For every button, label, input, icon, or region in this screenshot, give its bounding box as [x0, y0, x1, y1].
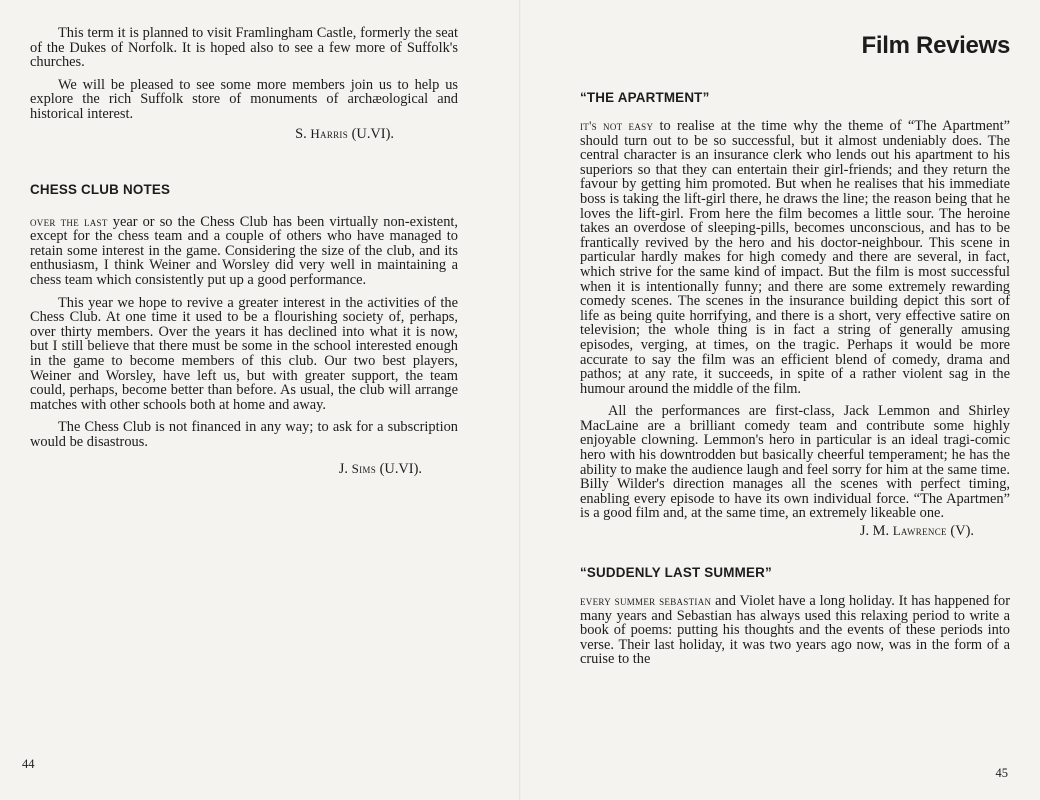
signature-sims: J. Sims (U.VI). [338, 461, 422, 478]
archaeology-notes [30, 26, 458, 142]
chess-club-heading: CHESS CLUB NOTES [30, 181, 171, 197]
suddenly-review [580, 594, 1010, 667]
apartment-review [580, 119, 1010, 539]
suddenly-review-heading: “SUDDENLY LAST SUMMER” [580, 565, 772, 581]
intro-paragraph: This term it is planned to visit Framlingham Castle, formerly the seat of the Dukes of Norfolk. It is hoped also to see a few more of Suffolk's churches. [30, 25, 458, 71]
chess-paragraph-3: The Chess Club is not financed in any way; to ask for a subscription would be disastrous. [30, 419, 458, 450]
chess-club-notes [30, 215, 458, 478]
chess-paragraph-1: over the last year or so the Chess Club has been virtually non-existent, except for the chess team and a couple of others who have managed to retain some interest in the game. Considering the size of the club, and its enthusiasm, I think Weiner and Worsley did very well in maintaining a chess team which consistently put up a good performance. [30, 213, 458, 288]
apartment-review-heading: “THE APARTMENT” [580, 90, 710, 105]
page-number-left: 44 [22, 757, 35, 771]
apartment-paragraph-1: it's not easy to realise at the time why the theme of “The Apartment” should turn out to be so successful, but it almost undeniably does. The central character is an insurance clerk who lends out his apartment to his superiors so that they can entertain their girl-friends; and they return the favour by getting him promoted. But when he realises that his immediate boss is taking the lift-girl there, he draws the line; the reason being that he loves the lift-girl. From here the film becomes a little sour. The heroine takes an overdose of sleeping-pills, becomes unconscious, and has to be frantically revived by the hero and his doctor-neighbour. This scene in particular hardly makes for high comedy and there are several, in fact, which strive for the same kind of impact. But the film is most successful when it is intentionally funny; and there are some extremely rewarding comedy scenes. The scenes in the insurance building depict this sort of life as being quite horrifying, and there is a short, very effective satire on television; the whole thing is in fact a string of generally amusing episodes, verging, at times, on the tragic. Perhaps it would be more accurate to say the film was an efficient blend of comedy, drama and pathos; at any rate, it succeeds, in spite of a rather violent sag in the humour around the middle of the film. [580, 118, 1010, 397]
suddenly-paragraph-1: every summer sebastian and Violet have a long holiday. It has happened for many years and Sebastian has always used this relaxing period to write a book of poems: putting his thoughts and the events of these periods into verse. Their last holiday, it was two years ago now, was in the form of a cruise to the [580, 593, 1010, 668]
right-page [520, 0, 1040, 800]
page-title: Film Reviews [861, 32, 1010, 59]
intro-paragraph: We will be pleased to see some more members join us to help us explore the rich Suffolk store of monuments of archæological and historical interest. [30, 76, 458, 122]
signature-harris: S. Harris (U.VI). [295, 125, 394, 142]
signature-lawrence: J. M. Lawrence (V). [859, 523, 974, 540]
chess-paragraph-2: This year we hope to revive a greater interest in the activities of the Chess Club. At one time it used to be a flourishing society of, perhaps, over thirty members. Over the years it has declined into what it is now, but I still believe that there must be some in the school interested enough in the game to become members of this club. Our two best players, Weiner and Worsley, have left us, but with greater support, the team could, perhaps, become better than before. As usual, the club will arrange matches with other schools both at home and away. [30, 294, 458, 413]
page-number-right: 45 [995, 766, 1008, 780]
apartment-paragraph-2: All the performances are first-class, Jack Lemmon and Shirley MacLaine are a brilliant comedy team and contribute some highly enjoyable clowning. Lemmon's hero in particular is an ideal tragi-comic hero with his downtrodden but basically cheerful temperament; he has the ability to make the audience laugh and feel sorry for him at the same time. Billy Wilder's direction manages all the scenes with perfect timing, enabling every episode to have its own individual force. “The Apartmen” is a good film and, at the same time, an extremely likeable one. [580, 403, 1010, 522]
